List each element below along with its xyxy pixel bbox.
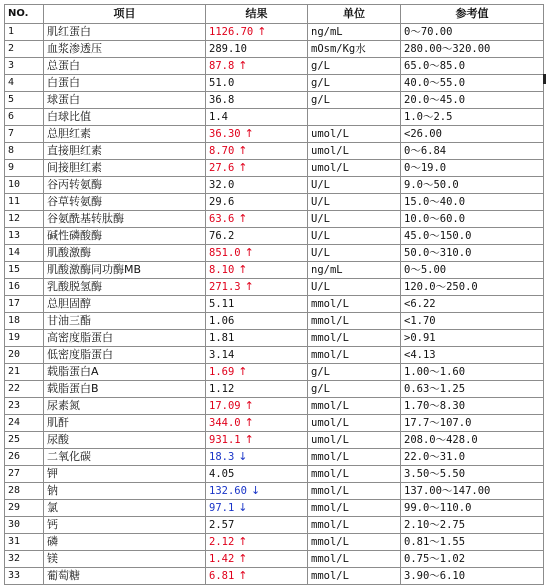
- reference-range: 15.0～40.0: [401, 194, 544, 211]
- reference-range: 0～70.00: [401, 24, 544, 41]
- unit-cell: g/L: [308, 58, 401, 75]
- edge-mark: [543, 74, 546, 84]
- row-number: 27: [5, 466, 44, 483]
- table-row: [5, 126, 544, 143]
- reference-range: 1.70～8.30: [401, 398, 544, 415]
- item-name: 甘油三酯: [44, 313, 206, 330]
- result-value: 4.05: [209, 468, 235, 480]
- result-cell: [206, 466, 308, 483]
- result-value: 851.0: [209, 247, 241, 259]
- reference-range: 3.90～6.10: [401, 568, 544, 585]
- header-result: 结果: [206, 5, 308, 24]
- row-number: 25: [5, 432, 44, 449]
- row-number: 14: [5, 245, 44, 262]
- item-name: 总蛋白: [44, 58, 206, 75]
- table-row: [5, 228, 544, 245]
- unit-cell: umol/L: [308, 432, 401, 449]
- unit-cell: mmol/L: [308, 568, 401, 585]
- result-value: 6.81: [209, 570, 235, 582]
- row-number: 23: [5, 398, 44, 415]
- reference-range: 10.0～60.0: [401, 211, 544, 228]
- result-value: 2.57: [209, 519, 235, 531]
- reference-range: <4.13: [401, 347, 544, 364]
- unit-cell: umol/L: [308, 160, 401, 177]
- reference-range: 0～6.84: [401, 143, 544, 160]
- result-cell: [206, 517, 308, 534]
- table-row: [5, 296, 544, 313]
- result-cell: [206, 279, 308, 296]
- result-cell: [206, 534, 308, 551]
- item-name: 氯: [44, 500, 206, 517]
- row-number: 33: [5, 568, 44, 585]
- reference-range: 120.0～250.0: [401, 279, 544, 296]
- unit-cell: g/L: [308, 75, 401, 92]
- item-name: 肌酸激酶: [44, 245, 206, 262]
- table-row: [5, 415, 544, 432]
- table-row: [5, 160, 544, 177]
- row-number: 16: [5, 279, 44, 296]
- row-number: 20: [5, 347, 44, 364]
- arrow-up-icon: ↑: [257, 25, 267, 38]
- row-number: 30: [5, 517, 44, 534]
- reference-range: 3.50～5.50: [401, 466, 544, 483]
- result-cell: [206, 245, 308, 262]
- reference-range: 20.0～45.0: [401, 92, 544, 109]
- item-name: 钠: [44, 483, 206, 500]
- unit-cell: U/L: [308, 245, 401, 262]
- result-cell: [206, 41, 308, 58]
- row-number: 1: [5, 24, 44, 41]
- unit-cell: mmol/L: [308, 296, 401, 313]
- item-name: 钙: [44, 517, 206, 534]
- item-name: 直接胆红素: [44, 143, 206, 160]
- header-item: 项目: [44, 5, 206, 24]
- unit-cell: mmol/L: [308, 330, 401, 347]
- item-name: 肌酸激酶同功酶MB: [44, 262, 206, 279]
- row-number: 32: [5, 551, 44, 568]
- result-cell: [206, 568, 308, 585]
- result-value: 51.0: [209, 77, 235, 89]
- unit-cell: mmol/L: [308, 534, 401, 551]
- result-value: 2.12: [209, 536, 235, 548]
- item-name: 白蛋白: [44, 75, 206, 92]
- row-number: 5: [5, 92, 44, 109]
- table-row: [5, 398, 544, 415]
- table-row: [5, 381, 544, 398]
- unit-cell: mmol/L: [308, 466, 401, 483]
- row-number: 19: [5, 330, 44, 347]
- result-cell: [206, 109, 308, 126]
- result-cell: [206, 313, 308, 330]
- header-reference: 参考值: [401, 5, 544, 24]
- result-cell: [206, 381, 308, 398]
- reference-range: 0～5.00: [401, 262, 544, 279]
- reference-range: >0.91: [401, 330, 544, 347]
- item-name: 镁: [44, 551, 206, 568]
- table-row: [5, 432, 544, 449]
- unit-cell: umol/L: [308, 415, 401, 432]
- reference-range: 208.0～428.0: [401, 432, 544, 449]
- item-name: 白球比值: [44, 109, 206, 126]
- unit-cell: mOsm/Kg水: [308, 41, 401, 58]
- result-value: 1.42: [209, 553, 235, 565]
- item-name: 磷: [44, 534, 206, 551]
- row-number: 9: [5, 160, 44, 177]
- reference-range: 280.00～320.00: [401, 41, 544, 58]
- unit-cell: umol/L: [308, 126, 401, 143]
- row-number: 18: [5, 313, 44, 330]
- unit-cell: ng/mL: [308, 262, 401, 279]
- reference-range: <26.00: [401, 126, 544, 143]
- arrow-up-icon: ↑: [244, 127, 254, 140]
- result-cell: [206, 551, 308, 568]
- reference-range: 40.0～55.0: [401, 75, 544, 92]
- arrow-up-icon: ↑: [238, 552, 248, 565]
- reference-range: <6.22: [401, 296, 544, 313]
- table-row: [5, 92, 544, 109]
- arrow-up-icon: ↑: [238, 263, 248, 276]
- lab-results-table: [4, 4, 544, 585]
- unit-cell: U/L: [308, 228, 401, 245]
- header-no: NO.: [5, 5, 44, 24]
- item-name: 总胆红素: [44, 126, 206, 143]
- table-row: [5, 58, 544, 75]
- result-value: 97.1: [209, 502, 235, 514]
- result-value: 17.09: [209, 400, 241, 412]
- result-value: 271.3: [209, 281, 241, 293]
- row-number: 21: [5, 364, 44, 381]
- row-number: 4: [5, 75, 44, 92]
- row-number: 24: [5, 415, 44, 432]
- reference-range: 9.0～50.0: [401, 177, 544, 194]
- row-number: 3: [5, 58, 44, 75]
- arrow-up-icon: ↑: [244, 433, 254, 446]
- result-value: 8.10: [209, 264, 235, 276]
- result-cell: [206, 483, 308, 500]
- reference-range: 22.0～31.0: [401, 449, 544, 466]
- reference-range: 2.10～2.75: [401, 517, 544, 534]
- arrow-up-icon: ↑: [244, 399, 254, 412]
- arrow-down-icon: ↓: [238, 450, 248, 463]
- reference-range: 50.0～310.0: [401, 245, 544, 262]
- result-cell: [206, 432, 308, 449]
- result-value: 27.6: [209, 162, 235, 174]
- result-value: 63.6: [209, 213, 235, 225]
- unit-cell: [308, 109, 401, 126]
- reference-range: 137.00～147.00: [401, 483, 544, 500]
- result-cell: [206, 228, 308, 245]
- unit-cell: mmol/L: [308, 449, 401, 466]
- unit-cell: U/L: [308, 211, 401, 228]
- result-cell: [206, 330, 308, 347]
- result-cell: [206, 92, 308, 109]
- result-cell: [206, 262, 308, 279]
- row-number: 7: [5, 126, 44, 143]
- row-number: 11: [5, 194, 44, 211]
- result-value: 1.12: [209, 383, 235, 395]
- result-cell: [206, 143, 308, 160]
- table-row: [5, 262, 544, 279]
- unit-cell: mmol/L: [308, 551, 401, 568]
- unit-cell: mmol/L: [308, 347, 401, 364]
- unit-cell: mmol/L: [308, 313, 401, 330]
- table-row: [5, 24, 544, 41]
- results-body: [5, 24, 544, 585]
- item-name: 肌酐: [44, 415, 206, 432]
- result-value: 344.0: [209, 417, 241, 429]
- unit-cell: mmol/L: [308, 398, 401, 415]
- table-row: [5, 75, 544, 92]
- row-number: 29: [5, 500, 44, 517]
- reference-range: 0.81～1.55: [401, 534, 544, 551]
- reference-range: <1.70: [401, 313, 544, 330]
- unit-cell: mmol/L: [308, 517, 401, 534]
- result-value: 29.6: [209, 196, 235, 208]
- item-name: 钾: [44, 466, 206, 483]
- result-cell: [206, 415, 308, 432]
- item-name: 谷草转氨酶: [44, 194, 206, 211]
- table-row: [5, 500, 544, 517]
- result-value: 36.30: [209, 128, 241, 140]
- unit-cell: g/L: [308, 92, 401, 109]
- item-name: 谷氨酰基转肽酶: [44, 211, 206, 228]
- result-cell: [206, 160, 308, 177]
- row-number: 2: [5, 41, 44, 58]
- reference-range: 1.00～1.60: [401, 364, 544, 381]
- result-value: 76.2: [209, 230, 235, 242]
- result-cell: [206, 398, 308, 415]
- result-cell: [206, 296, 308, 313]
- item-name: 球蛋白: [44, 92, 206, 109]
- item-name: 间接胆红素: [44, 160, 206, 177]
- row-number: 13: [5, 228, 44, 245]
- result-value: 3.14: [209, 349, 235, 361]
- table-row: [5, 41, 544, 58]
- table-row: [5, 483, 544, 500]
- unit-cell: umol/L: [308, 143, 401, 160]
- row-number: 15: [5, 262, 44, 279]
- result-value: 931.1: [209, 434, 241, 446]
- row-number: 26: [5, 449, 44, 466]
- result-value: 5.11: [209, 298, 235, 310]
- reference-range: 0.63～1.25: [401, 381, 544, 398]
- arrow-up-icon: ↑: [238, 161, 248, 174]
- result-cell: [206, 24, 308, 41]
- arrow-up-icon: ↑: [244, 246, 254, 259]
- table-row: [5, 449, 544, 466]
- result-cell: [206, 347, 308, 364]
- table-row: [5, 347, 544, 364]
- table-row: [5, 568, 544, 585]
- result-value: 132.60: [209, 485, 247, 497]
- arrow-up-icon: ↑: [244, 280, 254, 293]
- row-number: 12: [5, 211, 44, 228]
- table-row: [5, 466, 544, 483]
- item-name: 总胆固醇: [44, 296, 206, 313]
- arrow-down-icon: ↓: [250, 484, 261, 497]
- item-name: 尿素氮: [44, 398, 206, 415]
- result-value: 36.8: [209, 94, 235, 106]
- item-name: 肌红蛋白: [44, 24, 206, 41]
- reference-range: 99.0～110.0: [401, 500, 544, 517]
- item-name: 碱性磷酸酶: [44, 228, 206, 245]
- reference-range: 1.0～2.5: [401, 109, 544, 126]
- reference-range: 0～19.0: [401, 160, 544, 177]
- arrow-up-icon: ↑: [238, 535, 248, 548]
- result-cell: [206, 194, 308, 211]
- arrow-up-icon: ↑: [238, 212, 248, 225]
- item-name: 载脂蛋白B: [44, 381, 206, 398]
- unit-cell: mmol/L: [308, 483, 401, 500]
- result-cell: [206, 177, 308, 194]
- reference-range: 17.7～107.0: [401, 415, 544, 432]
- arrow-up-icon: ↑: [238, 365, 248, 378]
- unit-cell: mmol/L: [308, 500, 401, 517]
- result-value: 32.0: [209, 179, 235, 191]
- unit-cell: U/L: [308, 279, 401, 296]
- item-name: 高密度脂蛋白: [44, 330, 206, 347]
- table-row: [5, 245, 544, 262]
- unit-cell: ng/mL: [308, 24, 401, 41]
- result-cell: [206, 58, 308, 75]
- row-number: 22: [5, 381, 44, 398]
- item-name: 血浆渗透压: [44, 41, 206, 58]
- result-value: 289.10: [209, 43, 247, 55]
- item-name: 谷丙转氨酶: [44, 177, 206, 194]
- row-number: 17: [5, 296, 44, 313]
- reference-range: 0.75～1.02: [401, 551, 544, 568]
- result-cell: [206, 500, 308, 517]
- table-row: [5, 534, 544, 551]
- result-value: 1.81: [209, 332, 235, 344]
- unit-cell: U/L: [308, 194, 401, 211]
- result-value: 1.06: [209, 315, 235, 327]
- unit-cell: U/L: [308, 177, 401, 194]
- item-name: 载脂蛋白A: [44, 364, 206, 381]
- item-name: 低密度脂蛋白: [44, 347, 206, 364]
- item-name: 乳酸脱氢酶: [44, 279, 206, 296]
- result-value: 1.69: [209, 366, 235, 378]
- result-value: 18.3: [209, 451, 235, 463]
- result-value: 1.4: [209, 111, 228, 123]
- result-value: 1126.70: [209, 26, 254, 38]
- table-row: [5, 177, 544, 194]
- arrow-up-icon: ↑: [238, 59, 248, 72]
- arrow-up-icon: ↑: [238, 144, 248, 157]
- table-row: [5, 143, 544, 160]
- result-value: 87.8: [209, 60, 235, 72]
- reference-range: 65.0～85.0: [401, 58, 544, 75]
- table-row: [5, 551, 544, 568]
- arrow-up-icon: ↑: [238, 569, 248, 582]
- item-name: 葡萄糖: [44, 568, 206, 585]
- table-row: [5, 211, 544, 228]
- arrow-up-icon: ↑: [244, 416, 254, 429]
- result-cell: [206, 449, 308, 466]
- result-value: 8.70: [209, 145, 235, 157]
- unit-cell: g/L: [308, 364, 401, 381]
- table-row: [5, 313, 544, 330]
- table-row: [5, 364, 544, 381]
- row-number: 8: [5, 143, 44, 160]
- table-header-row: [5, 5, 544, 24]
- table-row: [5, 109, 544, 126]
- table-row: [5, 517, 544, 534]
- result-cell: [206, 126, 308, 143]
- arrow-down-icon: ↓: [238, 501, 248, 514]
- table-row: [5, 194, 544, 211]
- item-name: 尿酸: [44, 432, 206, 449]
- result-cell: [206, 364, 308, 381]
- row-number: 10: [5, 177, 44, 194]
- row-number: 28: [5, 483, 44, 500]
- row-number: 6: [5, 109, 44, 126]
- result-cell: [206, 211, 308, 228]
- unit-cell: g/L: [308, 381, 401, 398]
- result-cell: [206, 75, 308, 92]
- row-number: 31: [5, 534, 44, 551]
- item-name: 二氧化碳: [44, 449, 206, 466]
- table-row: [5, 279, 544, 296]
- reference-range: 45.0～150.0: [401, 228, 544, 245]
- header-unit: 单位: [308, 5, 401, 24]
- table-row: [5, 330, 544, 347]
